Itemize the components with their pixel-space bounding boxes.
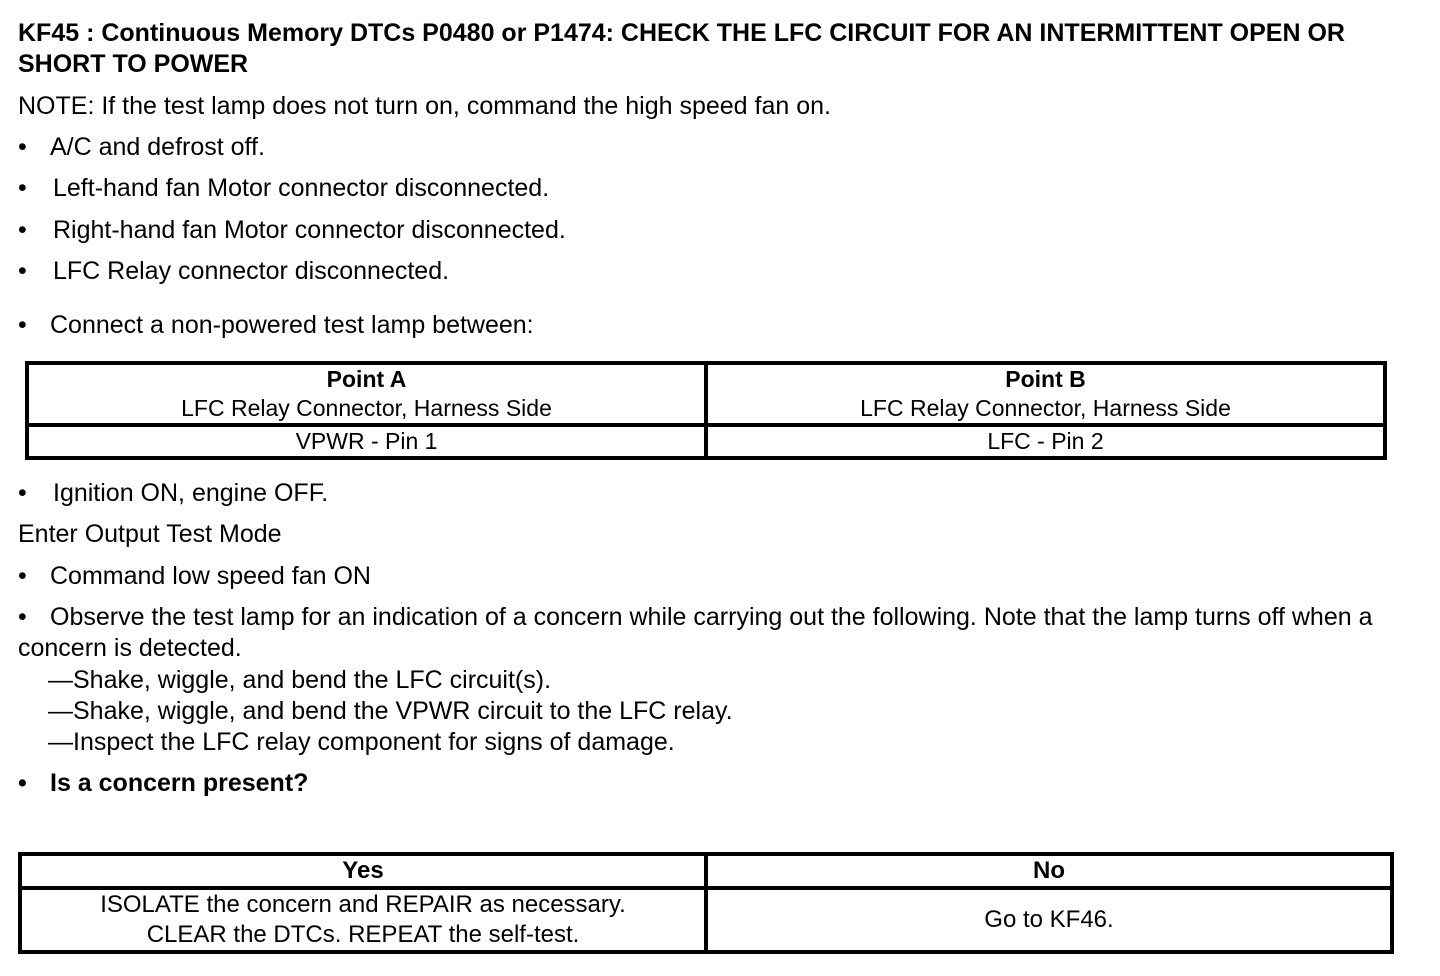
bullet-icon: • <box>18 216 27 244</box>
condition-text: Right-hand fan Motor connector disconnected. <box>53 216 566 244</box>
sub-step: —Shake, wiggle, and bend the VPWR circuit to the LFC relay. <box>48 697 733 725</box>
bullet-icon: • <box>18 174 27 202</box>
bullet-icon: • <box>18 562 27 590</box>
page-title: KF45 : Continuous Memory DTCs P0480 or P1474: CHECK THE LFC CIRCUIT FOR AN INTERMITTENT OPEN OR SHORT TO POWER <box>18 19 1345 78</box>
ignition-step <box>18 478 328 509</box>
command-step <box>18 561 371 592</box>
ignition-step-text: Ignition ON, engine OFF. <box>53 479 329 507</box>
question-text: Is a concern present? <box>50 769 309 797</box>
condition-item <box>18 215 566 246</box>
table-row <box>27 363 1385 425</box>
bullet-icon: • <box>18 603 27 631</box>
result-table <box>18 852 1394 954</box>
no-action-text: Go to KF46. <box>984 906 1114 933</box>
output-test-text: Enter Output Test Mode <box>18 520 282 548</box>
no-header: No <box>706 854 1392 888</box>
bullet-icon: • <box>18 257 27 285</box>
condition-text: A/C and defrost off. <box>50 133 265 161</box>
point-b-value: LFC - Pin 2 <box>706 425 1385 458</box>
connect-step-text: Connect a non-powered test lamp between: <box>50 311 534 339</box>
point-b-header-cell <box>706 363 1385 425</box>
bullet-icon: • <box>18 133 27 161</box>
no-action-cell <box>706 888 1392 952</box>
condition-item <box>18 256 449 287</box>
condition-text: Left-hand fan Motor connector disconnected. <box>53 174 550 202</box>
condition-item <box>18 132 265 163</box>
note-text: NOTE: If the test lamp does not turn on, command the high speed fan on. <box>18 92 831 120</box>
yes-action-cell <box>20 888 706 952</box>
command-step-text: Command low speed fan ON <box>50 562 371 590</box>
connect-step <box>18 310 534 341</box>
table-row <box>27 425 1385 458</box>
condition-item <box>18 173 549 204</box>
observe-step-text: Observe the test lamp for an indication of a concern while carrying out the following. Note that the lamp turns off when a concern is detected. <box>18 603 1373 662</box>
question <box>18 768 308 799</box>
bullet-icon: • <box>18 769 27 797</box>
yes-action-line1: ISOLATE the concern and REPAIR as necessary. <box>100 891 626 918</box>
bullet-icon: • <box>18 311 27 339</box>
yes-header: Yes <box>20 854 706 888</box>
yes-action-line2: CLEAR the DTCs. REPEAT the self-test. <box>146 921 580 948</box>
point-b-header: Point B <box>1005 366 1086 392</box>
point-a-location: LFC Relay Connector, Harness Side <box>181 395 552 421</box>
test-points-table <box>25 361 1387 460</box>
condition-text: LFC Relay connector disconnected. <box>53 257 450 285</box>
sub-step: —Shake, wiggle, and bend the LFC circuit(s). <box>48 666 552 694</box>
observe-step <box>18 602 1413 664</box>
table-row <box>20 854 1392 888</box>
point-a-header: Point A <box>326 366 407 392</box>
point-a-value: VPWR - Pin 1 <box>27 425 706 458</box>
sub-step: —Inspect the LFC relay component for signs of damage. <box>48 728 675 756</box>
point-a-header-cell <box>27 363 706 425</box>
bullet-icon: • <box>18 479 27 507</box>
table-row <box>20 888 1392 952</box>
point-b-location: LFC Relay Connector, Harness Side <box>860 395 1231 421</box>
